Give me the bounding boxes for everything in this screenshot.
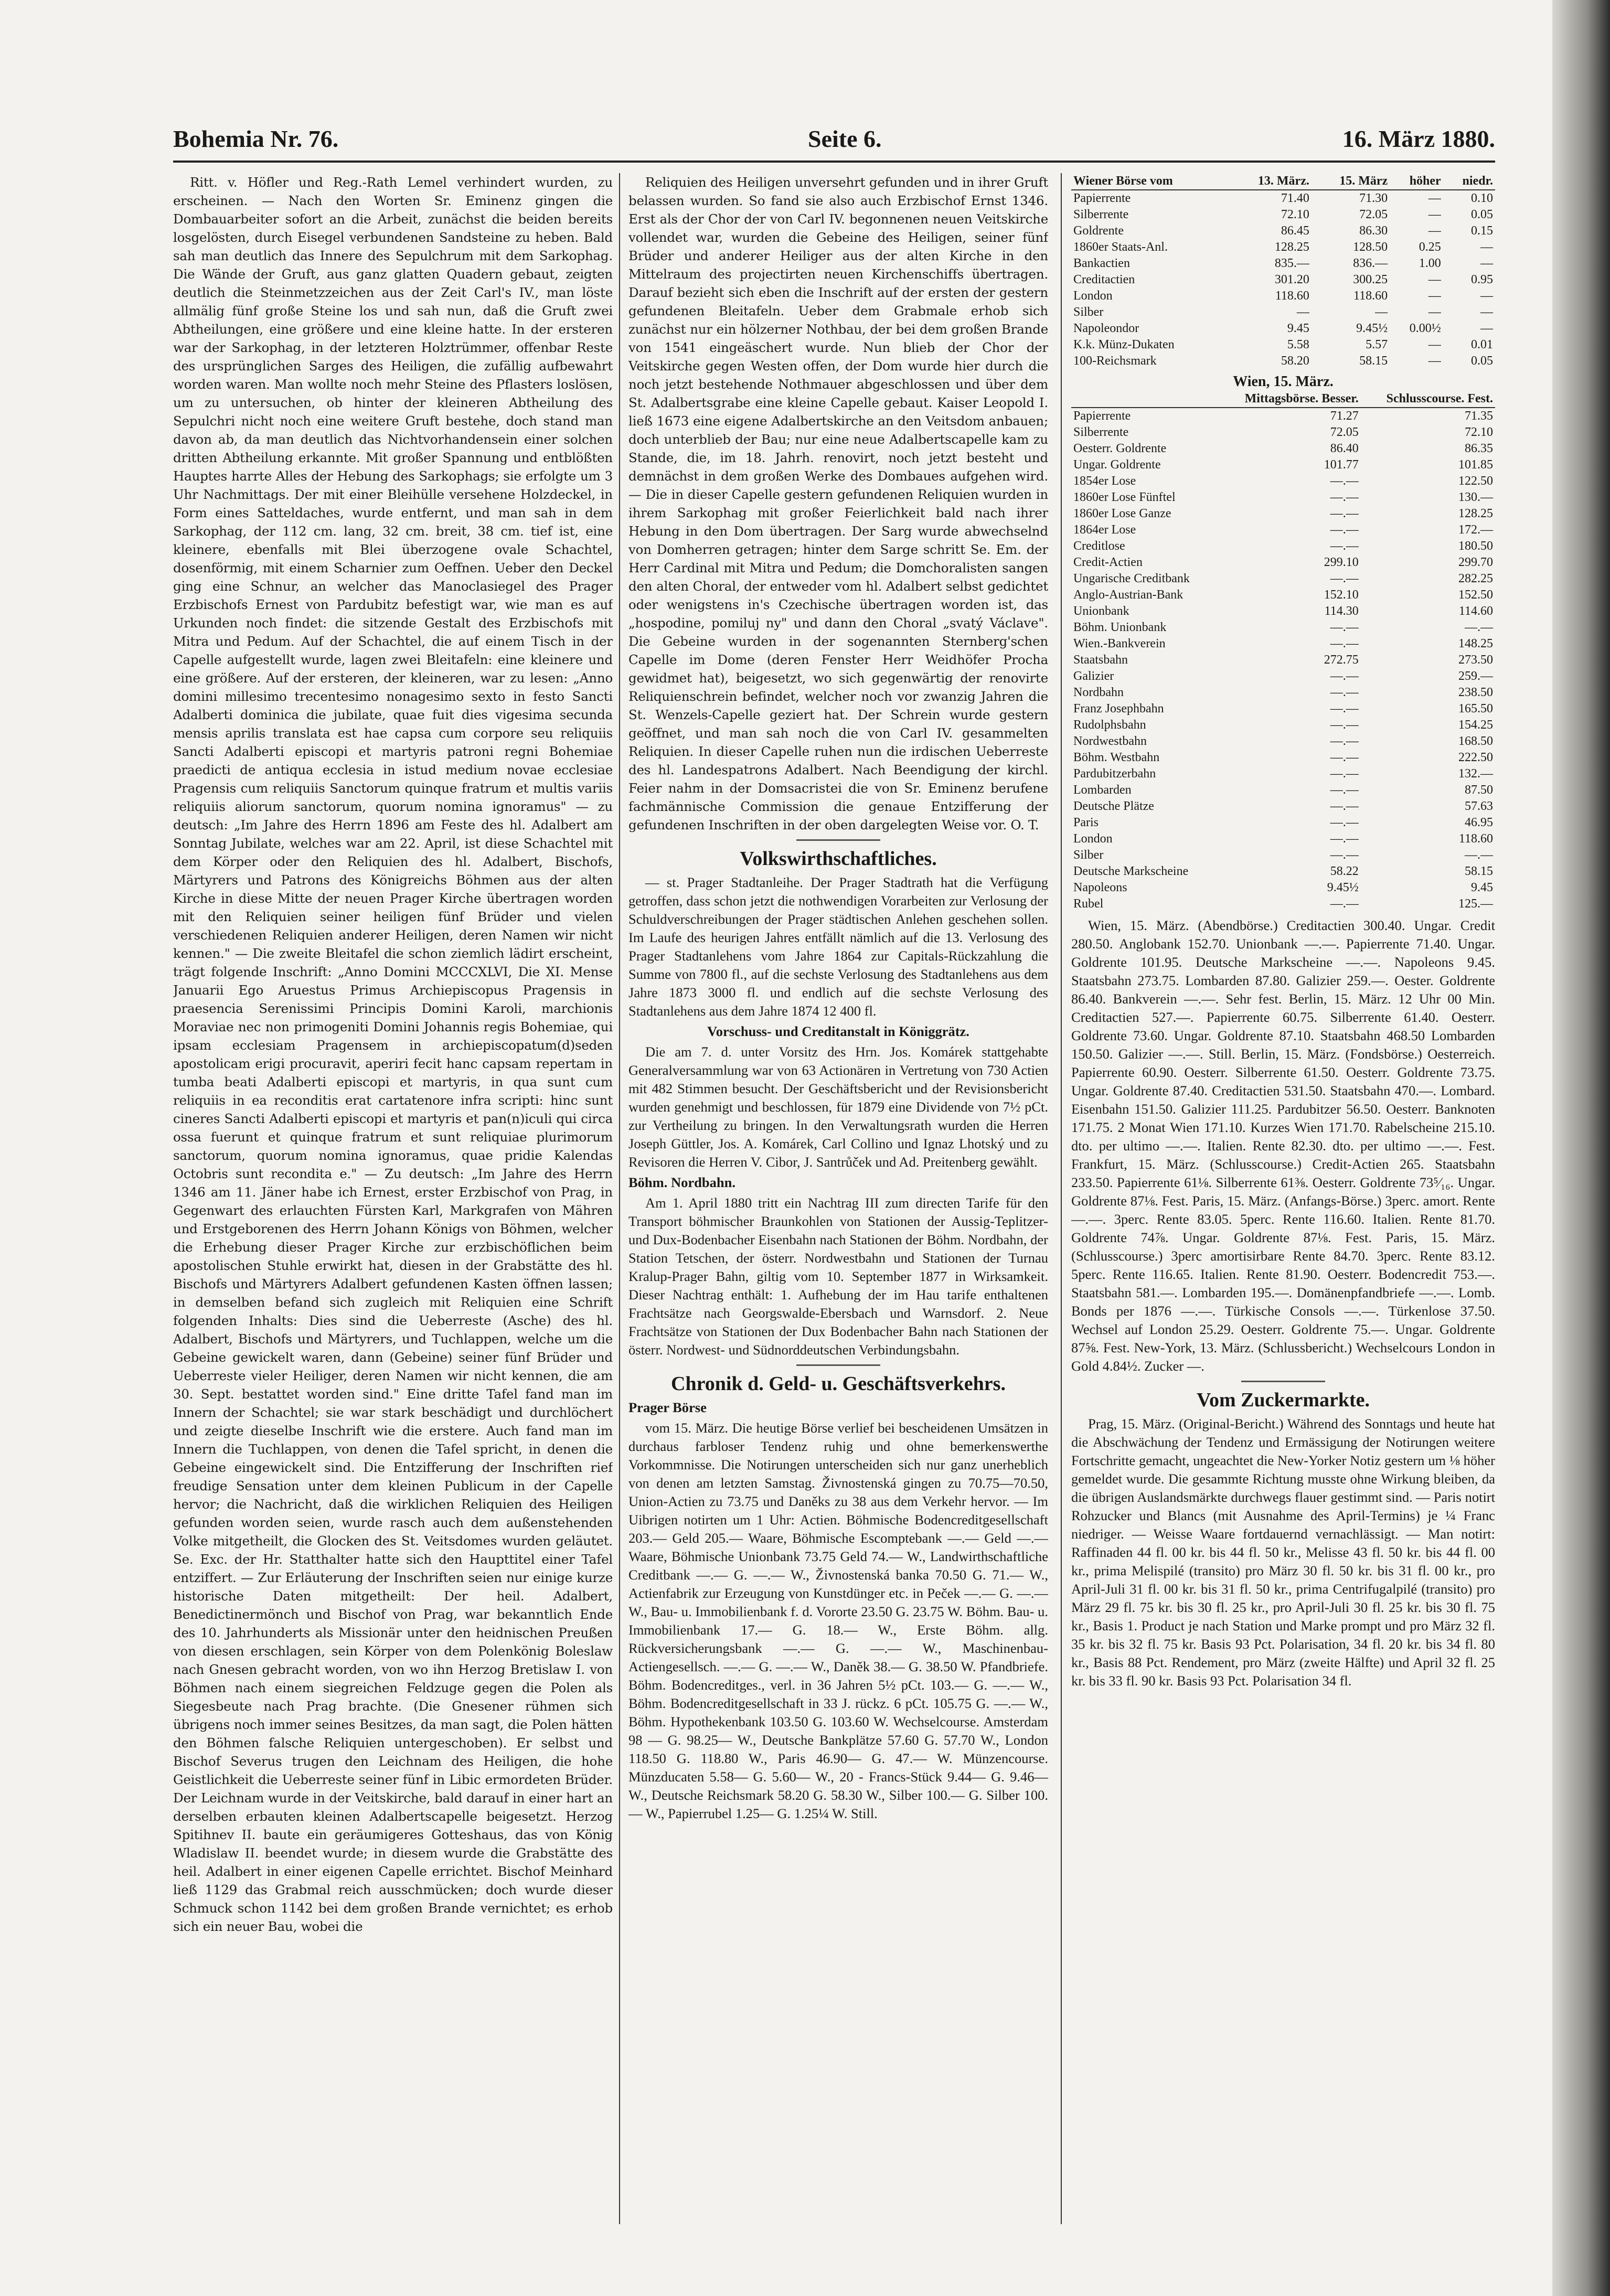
news-vorschuss-title: Vorschuss- und Creditanstalt in Königgrätz. [707,1023,969,1039]
table-cell: — [1480,305,1493,319]
table-cell: 299.10 [1324,556,1359,569]
table-cell: — [1296,305,1309,319]
table-cell: 114.60 [1458,604,1493,618]
table-cell: — [1428,289,1441,303]
table-cell: 72.10 [1465,425,1493,439]
section-title-chronik: Chronik d. Geld- u. Geschäftsverkehrs. [671,1373,1006,1395]
table-cell: Creditlose [1073,539,1125,553]
table-cell: 0.15 [1471,224,1493,238]
table-row [1071,538,1495,554]
table-cell: —.— [1330,474,1359,488]
table-row [1071,506,1495,522]
table-cell: 9.45½ [1327,881,1359,894]
table-header-cell: Mittagsbörse. Besser. [1218,391,1361,408]
table-cell: 180.50 [1458,539,1493,553]
table-row [1071,239,1495,255]
wien-schlusscourse-table [1071,391,1495,912]
table-cell: —.— [1465,848,1493,862]
table-row [1071,798,1495,815]
book-spine [1552,0,1610,2296]
table-cell: Wien.-Bankverein [1073,637,1166,650]
adalbert-article-text: Ritt. v. Höfler und Reg.-Rath Lemel verhindert wurden, zu erscheinen. — Nach den Worten Sr. Eminenz gingen die Dombauarbeiter sofort an die Arbeit, zunächst die beiden bereits losgelösten, durch Eisegel verbundenen Sandsteine zu heben. Bald sah man deutlich das Innere des Sepulchrum mit dem Sarkophag. Die Wände der Gruft, aus ganz glatten Quadern gebaut, zeigten deutlich die Steinmetzzeichen aus der Zeit Carl's IV., man löste allmälig fünf große Steine los und sah nun, daß die Gruft zwei Abtheilungen, eine größere und eine kleine hatte. In der ersteren war der Sarkophag, in der letzteren Holztrümmer, offenbar Reste des ursprünglichen Sarges des Heiligen, die zufällig aufbewahrt worden waren. Man wollte noch mehr Steine des Pflasters loslösen, um zu untersuchen, ob hinter der kleineren Abtheilung des Sepulchri nicht noch eine weitere Gruft bestehe, doch stand man davon ab, da man deutlich das Nichtvorhandensein einer solchen dritten Abtheilung erkannte. Mit großer Spannung und entblößten Hauptes harrte Alles der Hebung des Sarkophags; sie erfolgte um 3 Uhr Nachmittags. Der mit einer Bleihülle versehene Holzdeckel, in Form eines Satteldaches, wurde entfernt, und man sah in dem Sarkophag, der 112 cm. lang, 32 cm. breit, 38 cm. tief ist, eine kleinere, ebenfalls mit Blei überzogene ovale Schachtel, dosenförmig, mit einem Scharnier zum Oeffnen. Ueber den Deckel ging eine Schnur, an welcher das Manoclasiegel des Prager Erzbischofs Ernest von Pardubitz befestigt war, wie man es auf Urkunden noch findet: die sitzende Gestalt des Erzbischofs mit Mitra und Pedum. Auf der Schachtel, die auf einem Tisch in der Capelle aufgestellt wurde, lagen zwei Bleitafeln: eine kleinere und eine größere. Auf der ersteren, der kleineren, war zu lesen: „Anno domini millesimo trecentesimo nonagesimo sexto in festo Sancti Adalberti dominica die jubilate, quae fuit dies vigesima secunda mensis aprilis translata est hae capsa cum corpore seu reliquiis Sancti Adalberti episcopi et martyris patroni regni Bohemiae praedicti de antiqua ecclesia in istud medium novae ecclesiae Pragensis cum reliquiis Sanctorum quinque fratrum et multis variis reliquiis aliorum sanctorum, quorum nomina ignoramus" — zu deutsch: „Im Jahre des Herrn 1896 am Feste des hl. Adalbert am Sonntag Jubilate, welches war am 22. April, ist diese Schachtel mit dem Körper oder den Reliquien des hl. Adalbert, Bischofs, Märtyrers und Patrons des Königreichs Böhmen aus der alten Kirche in diese Mitte der neuen Prager Kirche übertragen worden mit den Reliquien seiner heiligen fünf Brüder und vielen verschiedenen Reliquien anderer Heiligen, deren Namen wir nicht kennen." — Die zweite Bleitafel die schon ziemlich lädirt erscheint, trägt folgende Inschrift: „Anno Domini MCCCXLVI, Die XI. Mense Januarii Ego Aruestus Primus Archiepiscopus Pragensis in praesencia Serenissimi Principis Domini Karoli, marchionis Moraviae nec non primogeniti Domini Johannis regis Bohemiae, qui ipsam ecclesiam Pragensem in archiepiscopatum(d)seden apostolicam erigi procuravit, aperiri fecit hanc capsam repertam in tumba beati Adalberti episcopi et martyris, in qua sunt cum reliquiis in ea reconditis erat cartatenore infra scripti: hinc sunt cineres Sancti Adalberti episcopi et martyris et pan(n)iculi qui circa ossa fuerunt et quinque fratrum et sunt reliquiae plurimorum sanctorum, quorum nomina ignoramus, quae pridie Kalendas Octobris sunt recondita e." — Zu deutsch: „Im Jahre des Herrn 1346 am 11. Jäner habe ich Ernest, erster Erzbischof von Prag, in Gegenwart des erlauchten Fürsten Karl, Markgrafen von Mähren und Erstgeborenen des Herrn Johann Königs von Böhmen, welcher die Erhebung dieser Prager Kirche zur erzbischöflichen beim apostolischen Stuhle erwirkt hat, diesen in der Grabstätte des hl. Bischofs und Märtyrers Adalbert gefundenen Kasten öffnen lassen; in demselben befand sich zugleich mit Reliquien eine Schrift folgenden Inhalts: Dies sind die Ueberreste (Asche) des hl. Adalbert, Bischofs und Märtyrers, und Tuchlappen, welche um die Gebeine gewickelt waren, dann (Gebeine) seiner fünf Brüder und Ueberreste vieler Heiliger, deren Namen wir nicht kennen, die am 30. Sept. bestattet worden sind." Eine dritte Tafel fand man im Innern der Schachtel; sie war stark beschädigt und durchlöchert und zeigte dieselbe Inschrift wie die erstere. Auch fand man im Innern die Tuchlappen, von denen die Tafel spricht, in denen die Gebeine eingewickelt sind. Die Entzifferung der Inschriften rief freudige Sensation unter dem kleinen Publicum in der Capelle hervor; die Nachricht, daß die wirklichen Reliquien des Heiligen gefunden worden seien, wurde rasch auch dem außenstehenden Volke mitgetheilt, die Glocken des St. Veitsdomes wurden geläutet. Se. Exc. der Hr. Statthalter hatte sich den Haupttitel einer Tafel entziffert. — Zur Erläuterung der Inschriften seien nur einige kurze historische Daten mitgetheilt: Der heil. Adalbert, Benedictinermönch und Bischof von Prag, war bekanntlich Ende des 10. Jahrhunderts als Missionär unter den heidnischen Preußen von diesen erschlagen, sein Körper von dem Polenkönig Boleslaw nach Gnesen gebracht worden, von wo ihn Herzog Bretislaw I. von Böhmen nach einem siegreichen Feldzuge gegen die Polen als Siegesbeute nach Prag brachte. (Die Gnesener rühmen sich übrigens noch immer seines Besitzes, da man sagt, die Polen hätten den Böhmen falsche Reliquien untergeschoben). Er selbst und Bischof Severus trugen den Leichnam des Heiligen, die hohe Geistlichkeit die Ueberreste seiner fünf in Libic ermordeten Brüder. Der Leichnam wurde in der Veitskirche, bald darauf in einer hart an derselben erbauten kleinen Adalbertscapelle beigesetzt. Herzog Spitihnev II. baute ein geräumigeres Gotteshaus, das von König Wladislaw II. beendet wurde; in diesem wurde die Grabstätte des heil. Adalbert in einer eigenen Capelle errichtet. Bischof Meinhard ließ 1129 das Grabmal reich ausschmücken; doch wurde dieser Schmuck schon 1142 bei dem großen Brande vernichtet; es erhob sich ein neuer Bau, wobei die [173,175,613,1934]
table-cell: 71.30 [1359,191,1388,205]
table-row [1071,668,1495,685]
table-cell: — [1428,208,1441,221]
table-cell: 1.00 [1419,257,1441,270]
table-cell: 272.75 [1324,653,1359,667]
table-cell: Rubel [1073,897,1104,911]
table-header-cell: höher [1390,173,1443,190]
table-row [1071,288,1495,304]
table-cell: 58.22 [1330,864,1359,878]
table-cell: Staatsbahn [1073,653,1128,667]
table-cell: Papierrente [1073,191,1131,205]
table-cell: London [1073,289,1113,303]
column-3 [1071,173,1495,2224]
table-row [1071,424,1495,441]
table-cell: 72.05 [1359,208,1388,221]
page-header [173,125,1495,156]
table-cell: Anglo-Austrian-Bank [1073,588,1183,602]
adalbert-article-continuation: Reliquien des Heiligen unversehrt gefunden und in ihrer Gruft belassen wurden. So fand sie also auch Erzbischof Ernst 1346. Erst als der Chor der von Carl IV. begonnenen neuen Veitskirche vollendet war, wurden die Gebeine des Heiligen, seiner fünf Brüder und anderer Heiliger aus der alten Kirche in den Mittelraum des projectirten neuen Kirchenschiffs übertragen. Darauf bezieht sich eben die Inschrift auf der ersten der gestern gefundenen Bleitafeln. Ueber dem Grabmale erhob sich zunächst nur ein hölzerner Nothbau, der bei dem großen Brande von 1541 eingeäschert wurde. Nun blieb der Chor der Veitskirche gegen Westen offen, der Dom wurde hier durch die noch jetzt bestehende Nothmauer abgeschlossen und über dem St. Adalbertsgrabe eine kleine Capelle gebaut. Kaiser Leopold I. ließ 1673 eine eigene Adalbertskirche an den Veitsdom anbauen; doch unterblieb der Bau; nur eine neue Adalbertscapelle kam zu Stande, die, im 18. Jahrh. renovirt, noch jetzt besteht und demnächst in dem großen Werke des Dombaues aufgehen wird. — Die in dieser Capelle gestern gefundenen Reliquien wurden in ihrem Sarkophag mit großer Feierlichkeit bald nach ihrer Hebung in den Dom übertragen. Der Sarg wurde abwechselnd von Domherren getragen; hinter dem Sarge schritt Se. Em. der Herr Cardinal mit Mitra und Pedum; die Domchoralisten sangen den alten Choral, der entweder vom hl. Adalbert selbst gedichtet oder wenigstens in's Czechische übertragen worden ist, das „hospodine, pomiluj ny" und dann den Choral „svatý Václave". Die Gebeine wurden in der sogenannten Sternberg'schen Capelle im Dome (deren Fenster Herr Weidhöfer Procha gewidmet hat), beigesetzt, wo sich gegenwärtig der renovirte Reliquienschrein befindet, welcher noch vor zwanzig Jahren die St. Wenzels-Capelle geziert hat. Der Schrein wurde gestern geöffnet, und man sah noch die von Carl IV. gesammelten Reliquien. In dieser Capelle ruhen nun die irdischen Ueberreste des hl. Landespatrons Adalbert. Nach Beendigung der kirchl. Feier nahm in der Domsacristei die von Sr. Eminenz berufene fachmännische Commission die genaue Entzifferung der gefundenen Inschriften in der oben dargelegten Weise vor. O. T. [628,175,1048,832]
table-header-cell: Schlusscourse. Fest. [1361,391,1495,408]
table-cell: —.— [1330,783,1359,797]
news-nordbahn-body: Am 1. April 1880 tritt ein Nachtrag III zum directen Tarife für den Transport böhmischer Braunkohlen von Stationen der Aussig-Teplitzer- und Dux-Bodenbacher Eisenbahn nach Stationen der Böhm. Nordbahn, der Station Tetschen, der österr. Nordwestbahn und Stationen der Turnau Kralup-Prager Bahn, giltig vom 10. September 1877 in Wirksamkeit. Dieser Nachtrag enthält: 1. Aufhebung der im Hau tarife enthaltenen Frachtsätze nach Georgswalde-Ebersbach und Warnsdorf. 2. Neue Frachtsätze von Stationen der Dux Bodenbacher Bahn nach Stationen der österr. Nordwest- und Südnorddeutschen Verbindungsbahn. [628,1195,1048,1358]
table-cell: 1854er Lose [1073,474,1136,488]
table-cell: —.— [1330,848,1359,862]
table-cell: 101.85 [1458,458,1493,472]
column-1 [173,173,613,2224]
table-cell: — [1428,273,1441,286]
table-cell: 273.50 [1458,653,1493,667]
table-header-cell: 13. März. [1229,173,1312,190]
table-cell: Nordbahn [1073,686,1124,699]
table-cell: —.— [1330,816,1359,829]
table-cell: —.— [1330,767,1359,781]
table-row [1071,603,1495,620]
table-row [1071,733,1495,750]
table-cell: — [1480,289,1493,303]
table-cell: Napoleons [1073,881,1127,894]
table-cell: —.— [1330,718,1359,732]
exchange-reports: Wien, 15. März. (Abendbörse.) Creditactien 300.40. Ungar. Credit 280.50. Anglobank 152.70. Unionbank —.—. Papierrente 71.40. Ungar. Goldrente 101.95. Deutsche Markscheine —.—. Napoleons 9.45. Staatsbahn 273.75. Lombarden 87.80. Galizier 259.—. Oester. Goldrente 86.40. Bankverein —.—. Sehr fest. Berlin, 15. März. 12 Uhr 00 Min. Creditactien 527.—. Papierrente 60.75. Silberrente 61.40. Oesterr. Goldrente 73.60. Ungar. Goldrente 87.10. Staatsbahn 468.50 Lombarden 150.50. Galizier —.—. Still. Berlin, 15. März. (Fondsbörse.) Oesterreich. Papierrente 60.90. Oesterr. Silberrente 61.50. Oesterr. Goldrente 73.75. Ungar. Goldrente 87.40. Creditactien 531.50. Staatsbahn 470.—. Lombard. Eisenbahn 151.50. Galizier 111.25. Pardubitzer 56.50. Oesterr. Banknoten 171.75. 2 Monat Wien 171.10. Kurzes Wien 171.70. Rabelscheine 215.10. dto. per ultimo —.—. Italien. Rente 82.30. dto. per ultimo —.—. Fest. Frankfurt, 15. März. (Schlusscourse.) Credit-Actien 265. Staatsbahn 233.50. Papierrente 61⅛. Silberrente 61⅜. Oesterr. Goldrente 73⁵⁄₁₆. Ungar. Goldrente 87⅛. Fest. Paris, 15. März. (Anfangs-Börse.) 3perc. amort. Rente —.—. 3perc. Rente 83.05. 5perc. Rente 116.60. Italien. Rente 81.70. Goldrente 74⅞. Ungar. Goldrente 87⅛. Fest. Paris, 15. März. (Schlusscourse.) 3perc amortisirbare Rente 84.70. 3perc. Rente 83.12. 5perc. Rente 116.65. Italien. Rente 81.90. Oesterr. Bodencredit 753.—. Staatsbahn 581.—. Lombarden 195.—. Domänenpfandbriefe —.—. Lomb. Bonds per 1876 —.—. Türkische Consols —.—. Türkenlose 37.50. Wechsel auf London 25.29. Oesterr. Goldrente 75.—. Ungar. Goldrente 87⅝. Fest. New-York, 13. März. (Schlussbericht.) Wechselcours London in Gold 4.84½. Zucker —. [1071,917,1495,1374]
table-cell: 238.50 [1458,686,1493,699]
table-header-cell: 15. März [1312,173,1390,190]
table-cell: —.— [1330,751,1359,764]
table-row [1071,441,1495,457]
column-2 [628,173,1048,2224]
table-cell: —.— [1330,539,1359,553]
table-header-cell [1071,391,1218,408]
separator [796,839,880,841]
table-cell: 0.10 [1471,191,1493,205]
column-divider-1 [619,173,620,2224]
table-cell: 58.15 [1465,864,1493,878]
table-row [1071,190,1495,207]
table-cell: 0.95 [1471,273,1493,286]
table-cell: Ungar. Goldrente [1073,458,1161,472]
table-cell: Bankactien [1073,257,1130,270]
table-cell: Paris [1073,816,1099,829]
section-title-volkswirthschaft: Volkswirthschaftliches. [740,848,937,870]
table-cell: K.k. Münz-Dukaten [1073,338,1175,351]
table-cell: 1860er Staats-Anl. [1073,240,1168,254]
table-row [1071,304,1495,321]
table-cell: —.— [1330,572,1359,585]
table-row [1071,652,1495,668]
table-cell: 1860er Lose Ganze [1073,507,1171,520]
table-row [1071,255,1495,272]
table-cell: London [1073,832,1113,846]
header-date: 16. März 1880. [1342,125,1495,152]
wien-mittagsboerse-title: Wien, 15. März. [1233,373,1334,390]
separator [796,1364,880,1366]
news-nordbahn-title: Böhm. Nordbahn. [628,1174,735,1190]
wien-schlusscourse-rows [1071,408,1495,912]
table-cell: 0.05 [1471,208,1493,221]
table-row [1071,571,1495,587]
table-cell: — [1428,191,1441,205]
table-cell: 130.— [1458,490,1493,504]
table-cell: 58.15 [1359,354,1388,368]
news-prager-boerse-title: Prager Börse [628,1400,707,1415]
table-cell: Oesterr. Goldrente [1073,442,1167,455]
table-row [1071,554,1495,571]
table-cell: —.— [1330,621,1359,634]
table-cell: Silberrente [1073,425,1129,439]
table-cell: 114.30 [1324,604,1359,618]
table-row [1071,717,1495,733]
table-row [1071,457,1495,473]
table-cell: 0.00½ [1409,322,1441,335]
table-cell: Franz Josephbahn [1073,702,1164,716]
table-cell: 836.— [1353,257,1388,270]
table-cell: 72.05 [1330,425,1359,439]
table-cell: — [1480,240,1493,254]
table-row [1071,587,1495,603]
table-cell: — [1428,338,1441,351]
table-cell: —.— [1330,734,1359,748]
table-cell: Pardubitzerbahn [1073,767,1156,781]
header-issue: Bohemia Nr. 76. [173,125,339,152]
table-cell: 300.25 [1353,273,1388,286]
header-rule [173,161,1495,163]
table-cell: —.— [1330,799,1359,813]
table-cell: — [1480,322,1493,335]
table-cell: Deutsche Plätze [1073,799,1154,813]
table-cell: Silberrente [1073,208,1129,221]
table-row [1071,321,1495,337]
table-cell: 86.45 [1281,224,1309,238]
table-cell: Silber [1073,305,1104,319]
table-row [1071,337,1495,353]
table-cell: Silber [1073,848,1104,862]
table-row [1071,766,1495,782]
table-cell: 152.50 [1458,588,1493,602]
table-row [1071,782,1495,798]
table-cell: 152.10 [1324,588,1359,602]
table-cell: 148.25 [1458,637,1493,650]
table-row [1071,489,1495,506]
news-prager-boerse-body: vom 15. März. Die heutige Börse verlief bei bescheidenen Umsätzen in durchaus farbloser Tendenz ruhig und ohne bemerkenswerthe Vorkommnisse. Die Notirungen unterscheiden sich nur ganz unerheblich von denen am letzten Samstag. Živnostenská gingen zu 70.75—70.50, Union-Actien zu 73.75 und Daněks zu 38 aus dem Verkehr hervor. — Im Uibrigen notirten um 1 Uhr: Actien. Böhmische Bodencreditgesellschaft 203.— Geld 205.— Waare, Böhmische Escomptebank —.— Geld —.— Waare, Böhmische Unionbank 73.75 Geld 74.— W., Landwirthschaftliche Creditbank —.— G. —.— W., Živnostenská banka 70.50 G. 71.— W., Actienfabrik zur Erzeugung von Kunstdünger etc. in Peček —.— G. —.— W., Bau- u. Immobilienbank f. d. Vororte 23.50 G. 23.75 W. Böhm. Bau- u. Immobilienbank 17.— G. 18.— W., Erste Böhm. allg. Rückversicherungsbank —.— G. —.— W., Maschinenbau-Actiengesellsch. —.— G. —.— W., Daněk 38.— G. 38.50 W. Pfandbriefe. Böhm. Bodencreditges., verl. in 36 Jahren 5½ pCt. 103.— G. —.— W., Böhm. Bodencreditgesellschaft in 33 J. rückz. 6 pCt. 105.75 G. —.— W., Böhm. Hypothekenbank 103.50 G. 103.60 W. Wechselcourse. Amsterdam 98 — G. 98.25— W., Deutsche Bankplätze 57.60 G. 57.70 W., London 118.50 G. 118.80 W., Paris 46.90— G. 47.— W. Münzencourse. Münzducaten 5.58— G. 5.60— W., 20 - Francs-Stück 9.44— G. 9.46— W., Deutsche Reichsmark 58.20 G. 58.30 W., Silber 100.— G. Silber 100.— W., Papierrubel 1.25— G. 1.25¼ W. Still. [628,1420,1048,1821]
table-cell: 5.58 [1287,338,1309,351]
table-cell: 71.35 [1465,409,1493,423]
table-cell: 9.45½ [1356,322,1388,335]
table-cell: 128.25 [1458,507,1493,520]
separator [1241,1381,1325,1382]
table-row [1071,272,1495,288]
table-cell: 9.45 [1287,322,1309,335]
table-cell: 301.20 [1274,273,1309,286]
table-cell: Böhm. Westbahn [1073,751,1160,764]
table-cell: 128.50 [1353,240,1388,254]
table-row [1071,863,1495,880]
table-cell: 87.50 [1465,783,1493,797]
table-cell: 282.25 [1458,572,1493,585]
table-cell: 100-Reichsmark [1073,354,1157,368]
table-cell: Galizier [1073,669,1114,683]
table-row [1071,847,1495,863]
table-cell: 122.50 [1458,474,1493,488]
table-cell: 5.57 [1366,338,1388,351]
table-header-row [1071,173,1495,190]
table-row [1071,207,1495,223]
table-cell: 86.40 [1330,442,1359,455]
table-cell: Creditactien [1073,273,1135,286]
table-cell: 0.05 [1471,354,1493,368]
table-cell: —.— [1330,637,1359,650]
table-cell: — [1480,257,1493,270]
table-cell: 57.63 [1465,799,1493,813]
table-cell: —.— [1330,490,1359,504]
table-cell: 86.30 [1359,224,1388,238]
table-row [1071,353,1495,369]
table-row [1071,223,1495,239]
table-cell: 299.70 [1458,556,1493,569]
table-cell: 168.50 [1458,734,1493,748]
table-cell: —.— [1465,621,1493,634]
wiener-boerse-table [1071,173,1495,369]
table-cell: 101.77 [1324,458,1359,472]
table-cell: 132.— [1458,767,1493,781]
table-row [1071,522,1495,538]
table-cell: —.— [1330,702,1359,716]
header-page-number: Seite 6. [808,125,882,152]
table-header-row [1071,391,1495,408]
table-cell: 0.01 [1471,338,1493,351]
table-cell: —.— [1330,507,1359,520]
table-cell: 118.60 [1275,289,1309,303]
table-cell: Unionbank [1073,604,1129,618]
table-cell: — [1428,354,1441,368]
news-prager-stadtanleihe: — st. Prager Stadtanleihe. Der Prager Stadtrath hat die Verfügung getroffen, dass schon jetzt die nothwendigen Vorarbeiten zur Verlosung der Schuldverschreibungen der Prager städtischen Anlehen geschehen sollen. Im Laufe des heurigen Jahres entfällt nämlich auf die 13. Verlosung des Prager Stadtanlehens vom Jahre 1864 zur Capitals-Rückzahlung die Summe von 7800 fl., auf die sechste Verlosung des Stadtanlehens aus dem Jahre 1873 3000 fl. und endlich auf die sechste Verlosung des Stadtanlehens aus dem Jahre 1874 12 400 fl. [628,874,1048,1019]
table-cell: Napoleondor [1073,322,1139,335]
column-divider-2 [1061,173,1062,2224]
table-header-cell: Wiener Börse vom [1071,173,1229,190]
table-row [1071,880,1495,896]
section-title-zuckermarkt: Vom Zuckermarkte. [1197,1389,1370,1411]
table-cell: 46.95 [1465,816,1493,829]
table-row [1071,636,1495,652]
table-cell: 1860er Lose Fünftel [1073,490,1176,504]
table-cell: 259.— [1458,669,1493,683]
table-cell: —.— [1330,686,1359,699]
table-cell: Rudolphsbahn [1073,718,1146,732]
table-cell: 172.— [1458,523,1493,537]
table-row [1071,408,1495,424]
table-row [1071,701,1495,717]
table-cell: 58.20 [1281,354,1309,368]
table-cell: —.— [1330,897,1359,911]
table-cell: Lombarden [1073,783,1132,797]
table-header-cell: niedr. [1443,173,1495,190]
table-cell: —.— [1330,669,1359,683]
news-vorschuss-body: Die am 7. d. unter Vorsitz des Hrn. Jos. Komárek stattgehabte Generalversammlung war von 63 Actionären in Vertretung von 730 Actien mit 482 Stimmen besucht. Der Geschäftsbericht und der Revisionsbericht wurden genehmigt und beschlossen, für 1879 eine Dividende von 7½ pCt. zur Vertheilung zu bringen. In den Verwaltungsrath wurden die Herren Joseph Güttler, Jos. A. Komárek, Carl Collino und Ignaz Lhotský und zu Revisoren die Herren V. Cibor, J. Santrůček und Ad. Preitenberg gewählt. [628,1044,1048,1170]
table-row [1071,896,1495,912]
table-cell: 9.45 [1471,881,1493,894]
table-cell: Goldrente [1073,224,1124,238]
table-cell: 154.25 [1458,718,1493,732]
table-cell: — [1375,305,1388,319]
table-cell: 128.25 [1274,240,1309,254]
table-cell: — [1428,305,1441,319]
table-cell: Ungarische Creditbank [1073,572,1190,585]
table-cell: 835.— [1274,257,1309,270]
table-cell: 72.10 [1281,208,1309,221]
table-cell: —.— [1330,523,1359,537]
table-cell: 1864er Lose [1073,523,1136,537]
table-row [1071,831,1495,847]
table-cell: Nordwestbahn [1073,734,1147,748]
table-cell: 71.27 [1330,409,1359,423]
table-cell: 222.50 [1458,751,1493,764]
zuckermarkt-report: Prag, 15. März. (Original-Bericht.) Während des Sonntags und heute hat die Abschwächung der Tendenz und Ermässigung der Notirungen weitere Fortschritte gemacht, ungeachtet die New-Yorker Notiz gestern um ⅛ höher gemeldet wurde. Die gesammte Richtung musste ohne Wirkung bleiben, da die übrigen Auslandsmärkte durchwegs flauer gestimmt sind. — Paris notirt Rohzucker und Blancs (mit Ausnahme des April-Termins) je ¼ Franc niedriger. — Weisse Waare fortdauernd vernachlässigt. — Man notirt: Raffinaden 44 fl. 00 kr. bis 44 fl. 50 kr., Melisse 43 fl. 50 kr. bis 44 fl. 00 kr., prima Melispilé (transito) pro März 30 fl. 50 kr. bis 31 fl. 00 kr., pro April-Juli 31 fl. 00 kr. bis 31 fl. 50 kr., prima Centrifugalpilé (transito) pro März 29 fl. 75 kr. bis 30 fl. 25 kr., pro April-Juli 30 fl. 25 kr. bis 30 fl. 75 kr., Basis 1. Product je nach Station und Marke prompt und pro März 32 fl. 35 kr. bis 32 fl. 75 kr. Basis 93 Pct. Polarisation, 34 fl. 20 kr. bis 34 fl. 80 kr., Basis 88 Pct. Rendement, pro März (zweite Hälfte) und April 32 fl. 25 kr. bis 33 fl. 90 kr. Basis 93 Pct. Polarisation 34 fl. [1071,1416,1495,1689]
table-cell: 165.50 [1458,702,1493,716]
table-row [1071,620,1495,636]
table-cell: Papierrente [1073,409,1131,423]
table-cell: 71.40 [1281,191,1309,205]
table-cell: 86.35 [1465,442,1493,455]
wiener-boerse-rows [1071,190,1495,369]
table-cell: —.— [1330,832,1359,846]
table-cell: Deutsche Markscheine [1073,864,1189,878]
table-cell: 0.25 [1419,240,1441,254]
table-row [1071,473,1495,489]
table-row [1071,750,1495,766]
table-cell: 118.60 [1458,832,1493,846]
table-cell: 125.— [1458,897,1493,911]
table-cell: — [1428,224,1441,238]
table-row [1071,685,1495,701]
table-cell: Credit-Actien [1073,556,1143,569]
table-cell: 118.60 [1353,289,1388,303]
table-cell: Böhm. Unionbank [1073,621,1167,634]
table-row [1071,815,1495,831]
